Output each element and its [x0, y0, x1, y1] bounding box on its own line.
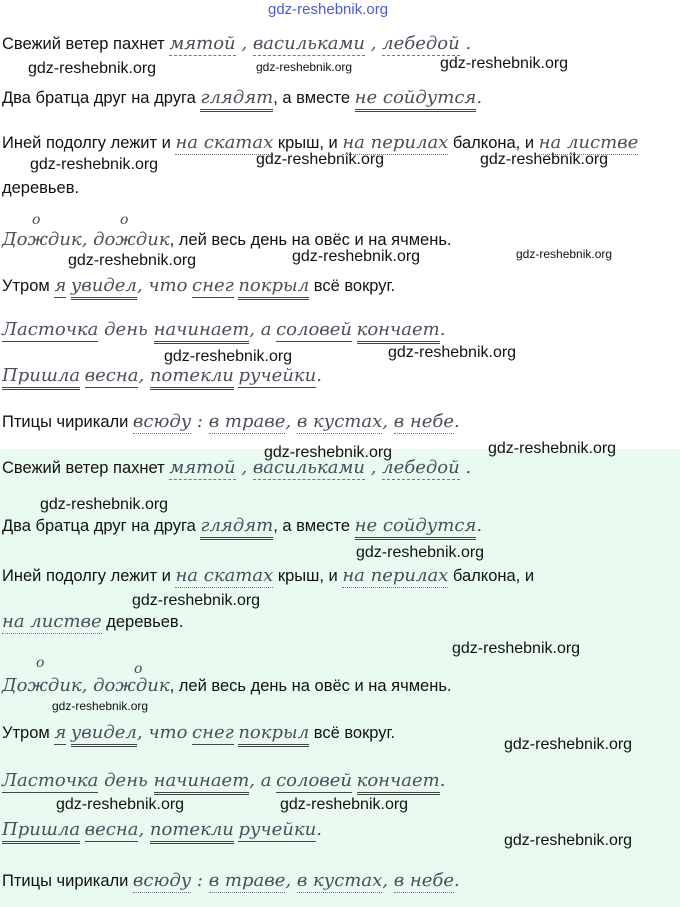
sentence-text: день — [98, 770, 154, 791]
predicate-word: покрыл — [238, 275, 309, 300]
address-word: Дождик — [2, 229, 82, 250]
sentence-a3-cont — [2, 178, 79, 198]
homogeneous-word: лебедой — [382, 457, 460, 478]
predicate-word: увидел — [71, 722, 137, 747]
predicate-word: глядят — [200, 515, 273, 540]
adverbial-word: в кустах — [296, 411, 383, 432]
punctuation: . — [459, 33, 472, 54]
watermark: gdz-reshebnik.org — [516, 247, 613, 261]
sentence-text: Иней подолгу лежит и — [2, 134, 176, 152]
punctuation: : — [191, 411, 209, 432]
punctuation: . — [316, 365, 322, 386]
sentence-b1 — [2, 458, 471, 478]
predicate-word: не сойдутся — [355, 515, 477, 540]
adverbial-word: всюду — [132, 411, 192, 432]
subject-word: весна — [84, 365, 139, 386]
adverbial-word: в небе — [393, 411, 455, 432]
predicate-word: покрыл — [238, 722, 309, 747]
predicate-word: начинает — [154, 319, 250, 344]
sentence-text: Иней подолгу лежит и — [2, 567, 176, 585]
sentence-text: , лей весь день на овёс и на ячмень. — [169, 677, 452, 695]
punctuation: , — [382, 411, 394, 432]
sentence-text: крыш, и — [273, 567, 343, 585]
subject-word: ручейки — [238, 365, 317, 386]
punctuation: , — [285, 870, 297, 891]
punctuation: . — [454, 870, 460, 891]
predicate-word: начинает — [154, 770, 250, 795]
watermark: gdz-reshebnik.org — [292, 248, 421, 265]
punctuation: , — [138, 819, 150, 840]
predicate-word: не сойдутся — [355, 87, 477, 112]
adverbial-word: на перилах — [342, 565, 449, 586]
subject-word: соловей — [276, 770, 352, 791]
sentence-text: Свежий ветер пахнет — [2, 459, 170, 477]
predicate-word: кончает — [357, 770, 440, 795]
space — [352, 321, 357, 339]
punctuation: , — [364, 33, 383, 54]
sentence-b3 — [2, 566, 534, 586]
space — [80, 821, 85, 839]
conjunction-word: что — [148, 722, 188, 743]
subject-word: Ласточка — [2, 770, 99, 791]
punctuation: , — [81, 675, 94, 696]
predicate-word: глядят — [200, 87, 273, 112]
watermark: gdz-reshebnik.org — [280, 796, 409, 813]
watermark: gdz-reshebnik.org — [164, 348, 293, 365]
punctuation: . — [476, 87, 483, 108]
subject-word: я — [54, 722, 67, 743]
watermark: gdz-reshebnik.org — [28, 60, 157, 77]
predicate-word: потекли — [150, 365, 234, 390]
sentence-text: балкона, и — [448, 134, 539, 152]
sentence-a1 — [2, 34, 471, 54]
punctuation: , — [81, 229, 94, 250]
sentence-text: , а вместе — [273, 89, 355, 107]
watermark: gdz-reshebnik.org — [256, 151, 385, 168]
sentence-b7 — [2, 820, 322, 840]
punctuation: , — [235, 33, 253, 54]
watermark: gdz-reshebnik.org — [68, 252, 197, 269]
sentence-text: Два братца друг на друга — [2, 89, 201, 107]
watermark: gdz-reshebnik.org — [388, 344, 517, 361]
adverbial-word: в траве — [208, 870, 286, 891]
punctuation: . — [439, 319, 446, 340]
sentence-b3-cont — [2, 612, 183, 632]
adverbial-word: на скатах — [175, 132, 274, 153]
adverbial-word: в небе — [393, 870, 455, 891]
adverbial-word: всюду — [132, 870, 192, 891]
sentence-text: Птицы чирикали — [2, 872, 133, 890]
sentence-text: Птицы чирикали — [2, 413, 133, 431]
watermark: gdz-reshebnik.org — [440, 55, 569, 72]
sentence-a3 — [2, 133, 638, 153]
subject-word: соловей — [276, 319, 352, 340]
subject-word: снег — [192, 275, 234, 296]
adverbial-word: на перилах — [342, 132, 449, 153]
punctuation: , — [249, 770, 261, 791]
punctuation: , — [364, 457, 383, 478]
punctuation: , — [136, 722, 149, 743]
punctuation: . — [316, 819, 322, 840]
subject-word: снег — [192, 722, 234, 743]
conjunction-word: что — [148, 275, 188, 296]
sentence-a8 — [2, 412, 460, 432]
watermark: gdz-reshebnik.org — [480, 151, 609, 168]
space — [352, 772, 357, 790]
address-word: дождик — [93, 675, 170, 696]
watermark: gdz-reshebnik.org — [356, 544, 485, 561]
sentence-a7 — [2, 366, 322, 386]
homogeneous-word: лебедой — [382, 33, 460, 54]
subject-word: весна — [84, 819, 139, 840]
sentence-text: всё вокруг. — [309, 724, 396, 742]
watermark: gdz-reshebnik.org — [132, 592, 261, 609]
subject-word: Ласточка — [2, 319, 99, 340]
predicate-word: увидел — [71, 275, 137, 300]
conjunction-word: а — [260, 319, 272, 340]
predicate-word: потекли — [150, 819, 234, 844]
space — [80, 367, 85, 385]
punctuation: . — [439, 770, 446, 791]
watermark: gdz-reshebnik.org — [256, 60, 353, 74]
watermark: gdz-reshebnik.org — [30, 156, 159, 173]
sentence-a5 — [2, 276, 395, 296]
adverbial-word: на листве — [538, 132, 639, 153]
sentence-b6 — [2, 771, 445, 791]
watermark: gdz-reshebnik.org — [504, 736, 633, 753]
address-word: дождик — [93, 229, 170, 250]
watermark: gdz-reshebnik.org — [40, 496, 169, 513]
sentence-text: день — [98, 319, 154, 340]
subject-word: ручейки — [238, 819, 317, 840]
watermark: gdz-reshebnik.org — [52, 699, 149, 713]
sentence-text: , лей весь день на овёс и на ячмень. — [169, 231, 452, 249]
sentence-text: деревьев. — [101, 613, 184, 631]
sentence-a2 — [2, 88, 482, 108]
sentence-text: Утром — [2, 277, 55, 295]
watermark: gdz-reshebnik.org — [488, 440, 617, 457]
vowel-mark: о — [120, 212, 129, 228]
punctuation: , — [285, 411, 297, 432]
punctuation: , — [136, 275, 149, 296]
sentence-text: Утром — [2, 724, 55, 742]
vowel-mark: о — [32, 212, 41, 228]
sentence-b2 — [2, 516, 482, 536]
homogeneous-word: васильками — [252, 457, 365, 478]
address-word: Дождик — [2, 675, 82, 696]
punctuation: , — [235, 457, 253, 478]
punctuation: . — [454, 411, 460, 432]
punctuation: , — [382, 870, 394, 891]
sentence-text: всё вокруг. — [309, 277, 396, 295]
watermark: gdz-reshebnik.org — [452, 640, 581, 657]
homogeneous-word: мятой — [169, 457, 236, 478]
predicate-word: кончает — [357, 319, 440, 344]
sentence-text: деревьев. — [2, 179, 80, 197]
sentence-a4 — [2, 230, 452, 250]
predicate-word: Пришла — [2, 819, 80, 844]
sentence-b5 — [2, 723, 395, 743]
subject-word: я — [54, 275, 67, 296]
vowel-mark: о — [134, 661, 143, 677]
punctuation: . — [459, 457, 472, 478]
vowel-mark: о — [36, 655, 45, 671]
sentence-b8 — [2, 871, 460, 891]
punctuation: . — [476, 515, 483, 536]
sentence-text: Два братца друг на друга — [2, 517, 201, 535]
adverbial-word: на скатах — [175, 565, 274, 586]
punctuation: , — [138, 365, 150, 386]
watermark: gdz-reshebnik.org — [56, 796, 185, 813]
punctuation: , — [249, 319, 261, 340]
sentence-text: , а вместе — [273, 517, 355, 535]
predicate-word: Пришла — [2, 365, 80, 390]
sentence-b4 — [2, 676, 452, 696]
watermark: gdz-reshebnik.org — [504, 832, 633, 849]
punctuation: : — [191, 870, 209, 891]
adverbial-word: на листве — [2, 611, 102, 632]
homogeneous-word: мятой — [169, 33, 236, 54]
adverbial-word: в траве — [208, 411, 286, 432]
watermark: gdz-reshebnik.org — [264, 444, 393, 461]
sentence-a6 — [2, 320, 445, 340]
adverbial-word: в кустах — [296, 870, 383, 891]
sentence-text: крыш, и — [273, 134, 343, 152]
sentence-text: балкона, и — [448, 567, 535, 585]
site-link[interactable]: gdz-reshebnik.org — [268, 1, 389, 18]
homogeneous-word: васильками — [252, 33, 365, 54]
sentence-text: Свежий ветер пахнет — [2, 35, 170, 53]
conjunction-word: а — [260, 770, 272, 791]
